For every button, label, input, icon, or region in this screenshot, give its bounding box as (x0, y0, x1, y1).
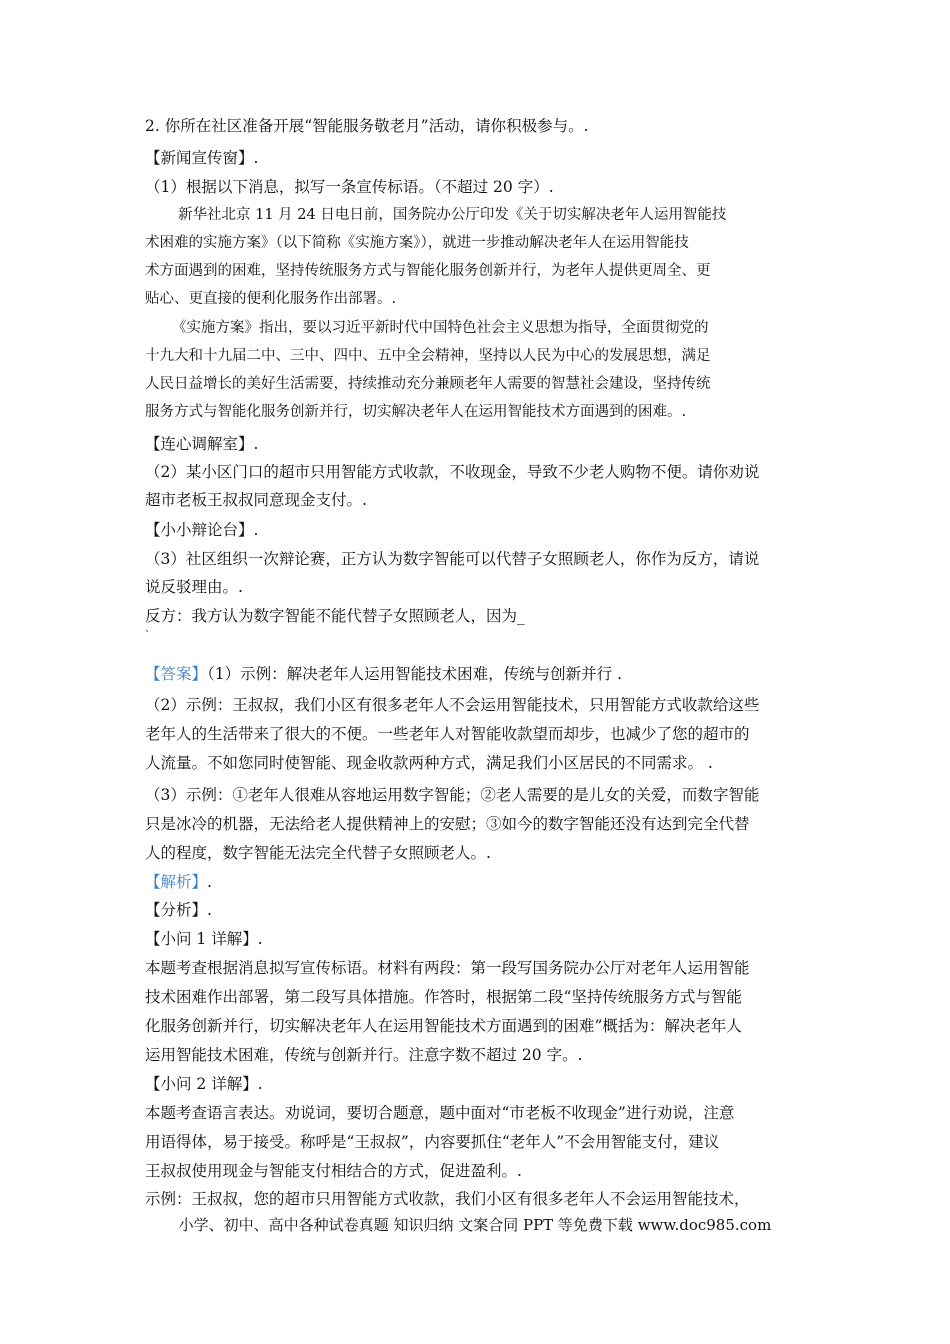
section-debate-title: 【小小辩论台】. (145, 521, 259, 539)
news-paragraph-2-line: 《实施方案》指出，要以习近平新时代中国特色社会主义思想为指导，全面贯彻党的 (172, 320, 709, 336)
answer-2-line: 人流量。不如您同时使智能、现金收款两种方式，满足我们小区居民的不同需求。 . (145, 754, 713, 772)
question-1: （1）根据以下消息，拟写一条宣传标语。（不超过 20 字）. (145, 178, 554, 196)
news-paragraph-2-line: 十九大和十九届二中、三中、四中、五中全会精神，坚持以人民为中心的发展思想，满足 (145, 348, 711, 364)
sub2-body-line: 本题考查语言表达。劝说词，要切合题意，题中面对“市老板不收现金”进行劝说，注意 (145, 1104, 735, 1122)
answer-3-line: 只是冰冷的机器，无法给老人提供精神上的安慰；③如今的数字智能还没有达到完全代替 (145, 815, 750, 833)
question-3-prompt: 反方：我方认为数字智能不能代替子女照顾老人，因为_ (145, 607, 525, 625)
news-paragraph-2-line: 人民日益增长的美好生活需要，持续推动充分兼顾老年人需要的智慧社会建设，坚持传统 (145, 376, 711, 392)
question-2-line: （2）某小区门口的超市只用智能方式收款，不收现金，导致不少老人购物不便。请你劝说 (145, 463, 760, 481)
news-paragraph-2-line: 服务方式与智能化服务创新并行，切实解决老年人在运用智能技术方面遇到的困难。. (145, 404, 687, 420)
analysis-heading: 【解析】. (145, 873, 212, 891)
answer-label: 【答案】 (145, 665, 208, 683)
question-3-line: （3）社区组织一次辩论赛，正方认为数字智能可以代替子女照顾老人，你作为反方，请说 (145, 550, 760, 568)
question-title: 2. 你所在社区准备开展“智能服务敬老月”活动，请你积极参与。. (145, 117, 589, 135)
news-paragraph-1-line: 术方面遇到的困难，坚持传统服务方式与智能化服务创新并行，为老年人提供更周全、更 (145, 263, 711, 279)
question-3-line: 说反驳理由。. (145, 578, 243, 596)
fenxi-heading: 【分析】. (145, 901, 212, 919)
news-paragraph-1-line: 术困难的实施方案》（以下简称《实施方案》），就进一步推动解决老年人在运用智能技 (145, 235, 689, 251)
question-2-line: 超市老板王叔叔同意现金支付。. (145, 491, 367, 509)
sub2-body-line: 用语得体，易于接受。称呼是“王叔叔”，内容要抓住“老年人”不会用智能支付，建议 (145, 1133, 720, 1151)
sub1-body-line: 本题考查根据消息拟写宣传标语。材料有两段：第一段写国务院办公厅对老年人运用智能 (145, 959, 750, 977)
sub1-body-line: 技术困难作出部署，第二段写具体措施。作答时，根据第二段“坚持传统服务方式与智能 (145, 988, 742, 1006)
news-paragraph-1-line: 新华社北京 11 月 24 日电日前，国务院办公厅印发《关于切实解决老年人运用智能技 (178, 207, 727, 223)
answer-3-line: （3）示例：①老年人很难从容地运用数字智能；②老人需要的是儿女的关爱，而数字智能 (145, 786, 760, 804)
sub2-body-line: 王叔叔使用现金与智能支付相结合的方式，促进盈利。. (145, 1162, 522, 1180)
section-mediation-title: 【连心调解室】. (145, 435, 259, 453)
stray-mark: ` (145, 629, 151, 642)
news-paragraph-1-line: 贴心、更直接的便利化服务作出部署。. (145, 291, 397, 307)
answer-3-line: 人的程度，数字智能无法完全代替子女照顾老人。. (145, 844, 491, 862)
answer-1: 【答案】（1）示例：解决老年人运用智能技术困难，传统与创新并行 . (145, 665, 622, 683)
answer-2-line: （2）示例：王叔叔，我们小区有很多老年人不会运用智能技术，只用智能方式收款给这些 (145, 696, 760, 714)
section-news-title: 【新闻宣传窗】. (145, 149, 259, 167)
sub1-body-line: 运用智能技术困难，传统与创新并行。注意字数不超过 20 字。. (145, 1046, 583, 1064)
answer-2-line: 老年人的生活带来了很大的不便。一些老年人对智能收款望而却步，也减少了您的超市的 (145, 725, 750, 743)
analysis-label: 【解析】 (145, 873, 208, 891)
sub2-body-line: 示例：王叔叔，您的超市只用智能方式收款，我们小区有很多老年人不会运用智能技术， (145, 1190, 750, 1208)
sub1-title: 【小问 1 详解】. (145, 930, 263, 948)
page-footer: 小学、初中、高中各种试卷真题 知识归纳 文案合同 PPT 等免费下载 www.doc985.com (178, 1216, 772, 1234)
sub2-title: 【小问 2 详解】. (145, 1075, 263, 1093)
sub1-body-line: 化服务创新并行，切实解决老年人在运用智能技术方面遇到的困难”概括为：解决老年人 (145, 1017, 742, 1035)
